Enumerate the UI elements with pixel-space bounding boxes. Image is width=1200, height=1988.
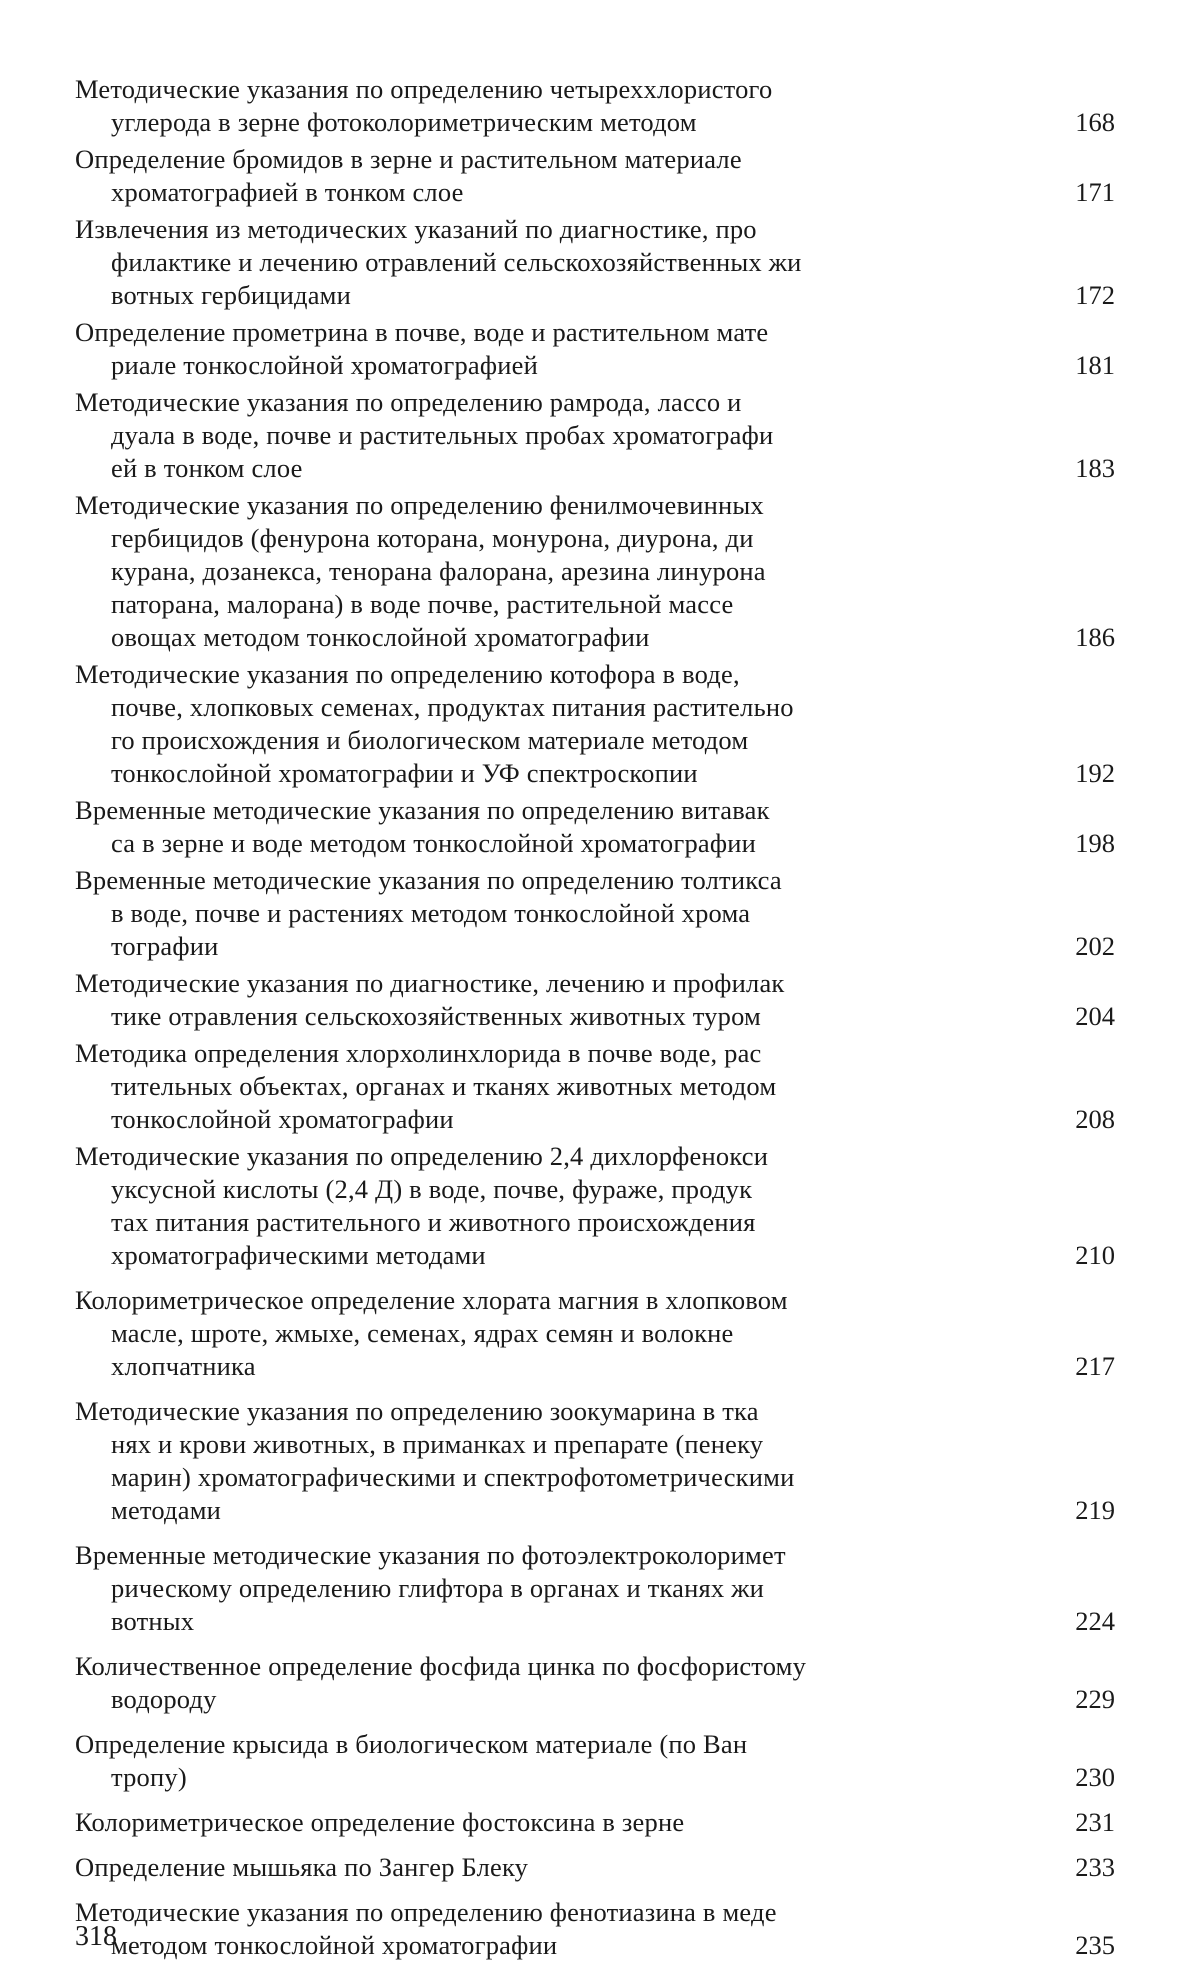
entry-title-line: в воде, почве и растениях методом тонкослойной хрома xyxy=(111,898,751,928)
entry-page-number: 229 xyxy=(1075,1684,1115,1714)
toc-entry xyxy=(75,1896,1115,1962)
entry-title-line: масле, шроте, жмыхе, семенах, ядрах семян и волокне xyxy=(111,1318,734,1348)
entry-title-line: Определение крысида в биологическом материале (по Ван xyxy=(75,1729,748,1759)
entry-page-number: 219 xyxy=(1075,1495,1115,1525)
entry-title-line: Методика определения хлорхолинхлорида в почве воде, рас xyxy=(75,1038,762,1068)
entry-title-line: Методические указания по диагностике, лечению и профилак xyxy=(75,968,785,998)
entry-page-number: 224 xyxy=(1075,1606,1115,1636)
toc-entry xyxy=(75,1037,1115,1136)
entry-title-line: методом тонкослойной хроматографии xyxy=(111,1930,558,1960)
entry-title-line: Временные методические указания по определению толтикса xyxy=(75,865,782,895)
entry-title-line: Временные методические указания по определению витавак xyxy=(75,795,770,825)
entry-title-line: паторана, малорана) в воде почве, растительной массе xyxy=(111,589,734,619)
entry-title-line: филактике и лечению отравлений сельскохозяйственных жи xyxy=(111,247,802,277)
entry-title-line: тографии xyxy=(111,931,219,961)
entry-title-line: Методические указания по определению фенотиазина в меде xyxy=(75,1897,777,1927)
toc-entry xyxy=(75,1284,1115,1383)
entry-title-line: вотных гербицидами xyxy=(111,280,352,310)
entry-title-line: уксусной кислоты (2,4 Д) в воде, почве, фураже, продук xyxy=(111,1174,753,1204)
entry-title-line: Определение прометрина в почве, воде и растительном мате xyxy=(75,317,769,347)
toc-entry xyxy=(75,658,1115,790)
entry-title-line: Колориметрическое определение фостоксина в зерне xyxy=(75,1807,685,1837)
toc-entry xyxy=(75,1140,1115,1272)
entry-title-line: Извлечения из методических указаний по диагностике, про xyxy=(75,214,757,244)
toc-entry xyxy=(75,316,1115,382)
toc-entry xyxy=(75,386,1115,485)
entry-title-line: хлопчатника xyxy=(111,1351,256,1381)
entry-page-number: 181 xyxy=(1075,350,1115,380)
toc-entry xyxy=(75,73,1115,139)
toc-entry xyxy=(75,1539,1115,1638)
entry-title-line: тонкослойной хроматографии и УФ спектроскопии xyxy=(111,758,698,788)
entry-title-line: углерода в зерне фотоколориметрическим методом xyxy=(111,107,697,137)
entry-title-line: тонкослойной хроматографии xyxy=(111,1104,454,1134)
entry-page-number: 208 xyxy=(1075,1104,1115,1134)
entry-title-line: водороду xyxy=(111,1684,217,1714)
toc-entry xyxy=(75,1728,1115,1794)
entry-title-line: курана, дозанекса, тенорана фалорана, арезина линурона xyxy=(111,556,766,586)
toc-entry xyxy=(75,1806,1115,1839)
entry-page-number: 210 xyxy=(1075,1240,1115,1270)
toc-entry xyxy=(75,1395,1115,1527)
toc-entry xyxy=(75,967,1115,1033)
entry-title-line: Методические указания по определению зоокумарина в тка xyxy=(75,1396,759,1426)
toc-entry xyxy=(75,489,1115,654)
entry-title-line: методами xyxy=(111,1495,222,1525)
entry-title-line: рическому определению глифтора в органах и тканях жи xyxy=(111,1573,765,1603)
entry-page-number: 217 xyxy=(1075,1351,1115,1381)
entry-title-line: тах питания растительного и животного происхождения xyxy=(111,1207,756,1237)
entry-title-line: Методические указания по определению 2,4 дихлорфенокси xyxy=(75,1141,769,1171)
entry-page-number: 168 xyxy=(1075,107,1115,137)
toc-entry xyxy=(75,794,1115,860)
entry-page-number: 233 xyxy=(1075,1852,1115,1882)
entry-title-line: Методические указания по определению рамрода, лассо и xyxy=(75,387,742,417)
entry-title-line: тропу) xyxy=(111,1762,187,1792)
entry-title-line: тительных объектах, органах и тканях животных методом xyxy=(111,1071,777,1101)
entry-title-line: Определение бромидов в зерне и растительном материале xyxy=(75,144,742,174)
entry-title-line: дуала в воде, почве и растительных пробах хроматографи xyxy=(111,420,774,450)
entry-page-number: 183 xyxy=(1075,453,1115,483)
toc-entry xyxy=(75,864,1115,963)
entry-title-line: гербицидов (фенурона которана, монурона, диурона, ди xyxy=(111,523,754,553)
entry-title-line: Определение мышьяка по Зангер Блеку xyxy=(75,1852,529,1882)
entry-page-number: 235 xyxy=(1075,1930,1115,1960)
table-of-contents xyxy=(75,73,1115,1966)
entry-title-line: хроматографией в тонком слое xyxy=(111,177,464,207)
entry-title-line: ей в тонком слое xyxy=(111,453,303,483)
entry-page-number: 192 xyxy=(1075,758,1115,788)
entry-title-line: Колориметрическое определение хлората магния в хлопковом xyxy=(75,1285,788,1315)
entry-title-line: почве, хлопковых семенах, продуктах питания растительно xyxy=(111,692,794,722)
entry-page-number: 171 xyxy=(1075,177,1115,207)
entry-title-line: хроматографическими методами xyxy=(111,1240,486,1270)
entry-page-number: 202 xyxy=(1075,931,1115,961)
entry-title-line: Методические указания по определению котофора в воде, xyxy=(75,659,740,689)
entry-page-number: 186 xyxy=(1075,622,1115,652)
entry-title-line: Методические указания по определению фенилмочевинных xyxy=(75,490,764,520)
toc-entry xyxy=(75,143,1115,209)
entry-title-line: Количественное определение фосфида цинка по фосфористому xyxy=(75,1651,807,1681)
entry-title-line: вотных xyxy=(111,1606,195,1636)
entry-title-line: риале тонкослойной хроматографией xyxy=(111,350,538,380)
entry-title-line: го происхождения и биологическом материале методом xyxy=(111,725,749,755)
entry-page-number: 172 xyxy=(1075,280,1115,310)
entry-title-line: овощах методом тонкослойной хроматографии xyxy=(111,622,650,652)
toc-entry xyxy=(75,1851,1115,1884)
toc-entry xyxy=(75,1650,1115,1716)
entry-page-number: 198 xyxy=(1075,828,1115,858)
entry-title-line: тике отравления сельскохозяйственных животных туром xyxy=(111,1001,761,1031)
page-number: 318 xyxy=(75,1921,117,1952)
entry-title-line: са в зерне и воде методом тонкослойной хроматографии xyxy=(111,828,756,858)
entry-title-line: нях и крови животных, в приманках и препарате (пенеку xyxy=(111,1429,764,1459)
entry-page-number: 231 xyxy=(1075,1807,1115,1837)
entry-title-line: Методические указания по определению четыреххлористого xyxy=(75,74,773,104)
entry-page-number: 230 xyxy=(1075,1762,1115,1792)
entry-page-number: 204 xyxy=(1075,1001,1115,1031)
entry-title-line: марин) хроматографическими и спектрофотометрическими xyxy=(111,1462,795,1492)
entry-title-line: Временные методические указания по фотоэлектроколоримет xyxy=(75,1540,786,1570)
toc-entry xyxy=(75,213,1115,312)
